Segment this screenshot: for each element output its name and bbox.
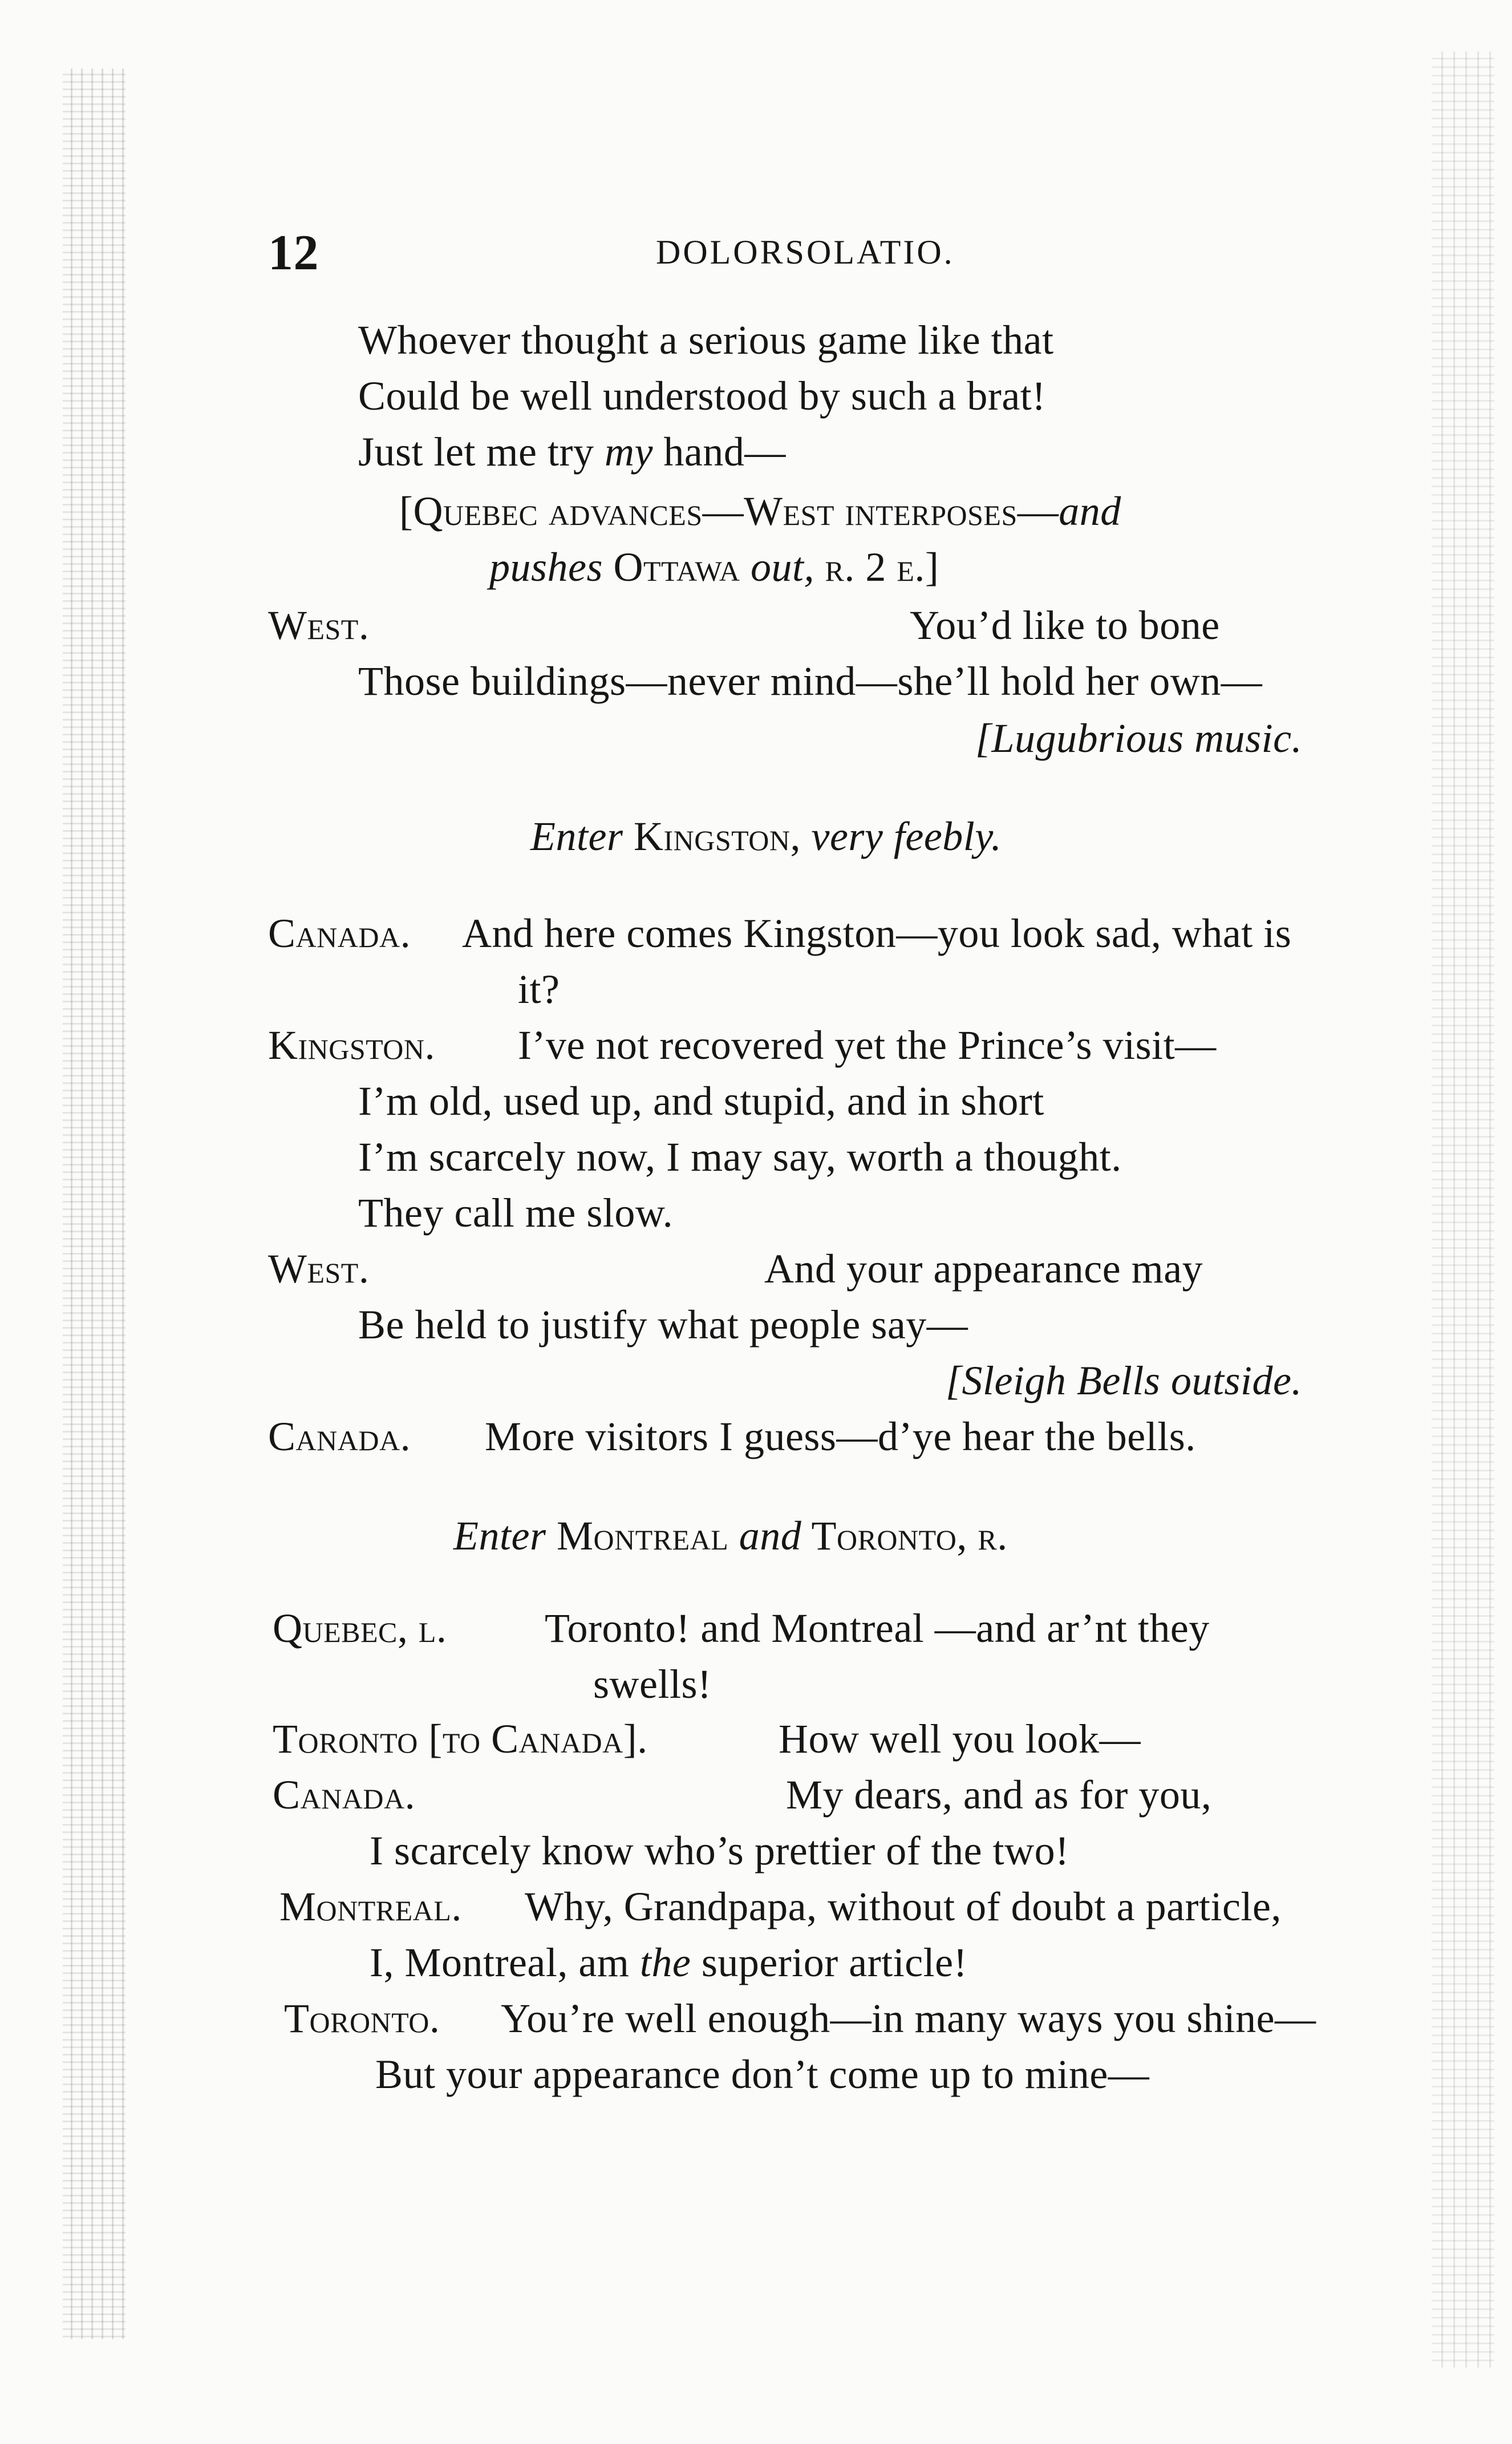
verse-line: How well you look—: [779, 1716, 1141, 1762]
speaker-name: Montreal.: [279, 1884, 462, 1929]
speaker-name: Canada.: [273, 1772, 416, 1818]
verse-line: My dears, and as for you,: [786, 1772, 1212, 1818]
verse-line: And here comes Kingston—you look sad, what is: [462, 911, 1292, 956]
page-number: 12: [268, 225, 319, 281]
verse-line: They call me slow.: [358, 1190, 674, 1236]
page-edge-shadow: [63, 68, 125, 2339]
speaker-name: Toronto [to Canada].: [273, 1716, 648, 1762]
stage-direction: [Sleigh Bells outside.: [946, 1358, 1302, 1403]
verse-line: More visitors I guess—d’ye hear the bells.: [485, 1414, 1196, 1459]
entrance-direction: Enter Kingston, very feebly.: [530, 814, 1002, 859]
speaker-name: Canada.: [268, 911, 411, 956]
verse-line: But your appearance don’t come up to mine—: [375, 2051, 1150, 2097]
verse-line: You’re well enough—in many ways you shine—: [501, 1996, 1316, 2041]
stage-direction: [Lugubrious music.: [975, 715, 1303, 761]
verse-line: You’d like to bone: [910, 602, 1220, 648]
verse-line: swells!: [593, 1661, 712, 1707]
entrance-direction: Enter Montreal and Toronto, r.: [453, 1513, 1008, 1559]
verse-line: it?: [518, 966, 560, 1012]
verse-line: I’m scarcely now, I may say, worth a thought.: [358, 1134, 1122, 1180]
verse-line: Those buildings—never mind—she’ll hold her own—: [358, 658, 1263, 704]
speaker-name: Toronto.: [284, 1996, 440, 2041]
stage-direction: [Quebec advances—West interposes—and: [399, 488, 1121, 534]
verse-line: I’m old, used up, and stupid, and in short: [358, 1078, 1044, 1124]
verse-line: Be held to justify what people say—: [358, 1302, 968, 1348]
speaker-name: Quebec, l.: [273, 1605, 447, 1651]
verse-line: Why, Grandpapa, without of doubt a particle,: [525, 1884, 1282, 1929]
verse-line: I, Montreal, am the superior article!: [370, 1940, 968, 1985]
speaker-name: Canada.: [268, 1414, 411, 1459]
verse-line: Could be well understood by such a brat!: [358, 373, 1046, 419]
verse-line: Just let me try my hand—: [358, 429, 786, 475]
page-edge-shadow: [1432, 51, 1494, 2368]
verse-line: Toronto! and Montreal —and ar’nt they: [545, 1605, 1210, 1651]
running-title: DOLORSOLATIO.: [656, 233, 955, 271]
verse-line: And your appearance may: [764, 1246, 1203, 1292]
speaker-name: Kingston.: [268, 1022, 436, 1068]
verse-line: I’ve not recovered yet the Prince’s visit—: [518, 1022, 1217, 1068]
verse-line: Whoever thought a serious game like that: [358, 317, 1054, 363]
verse-line: I scarcely know who’s prettier of the two!: [370, 1828, 1069, 1874]
speaker-name: West.: [268, 1246, 370, 1292]
stage-direction: pushes Ottawa out, r. 2 e.]: [489, 544, 939, 590]
speaker-name: West.: [268, 602, 370, 648]
